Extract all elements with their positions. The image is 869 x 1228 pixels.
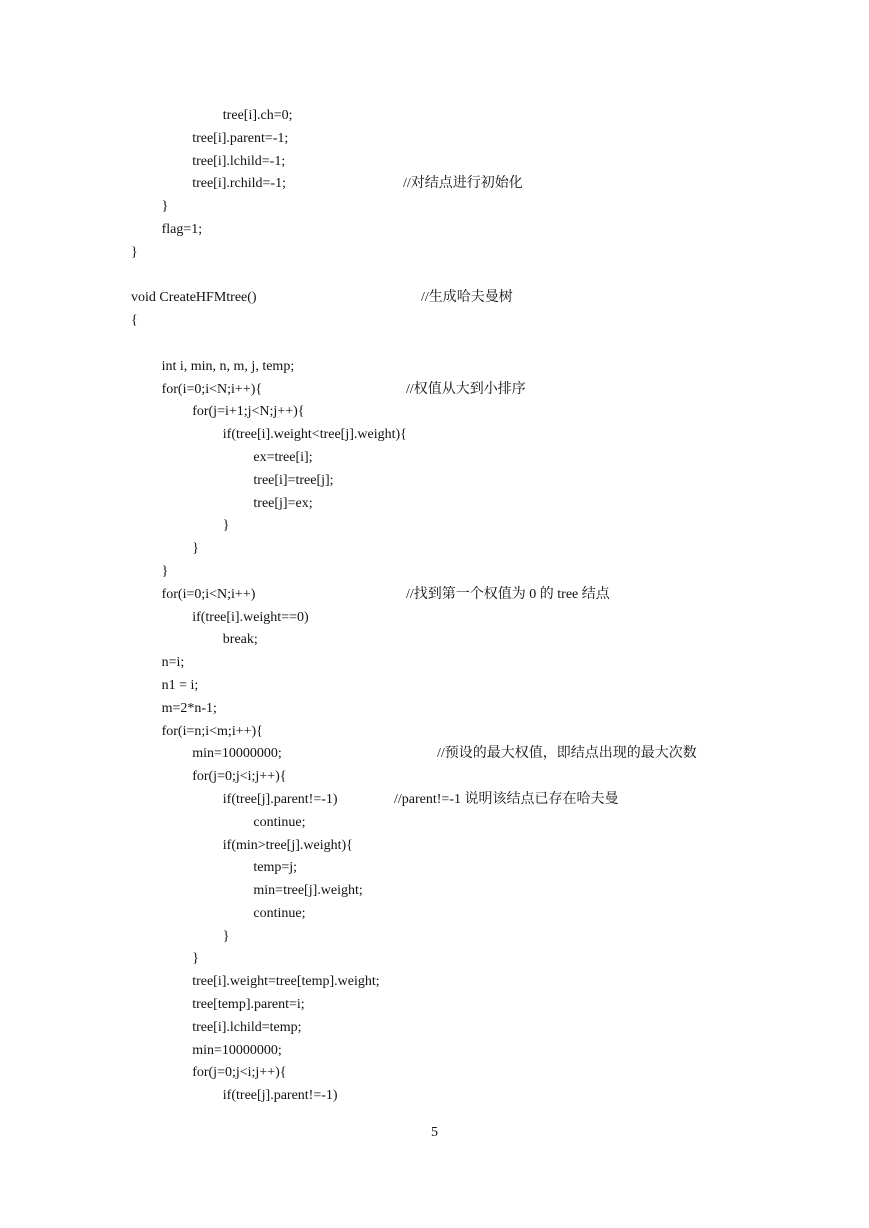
code-line bbox=[0, 424, 869, 447]
code-line bbox=[0, 926, 869, 949]
code-line bbox=[0, 515, 869, 538]
code-line bbox=[0, 265, 869, 288]
code-line bbox=[0, 538, 869, 561]
code-text: { bbox=[131, 313, 138, 329]
code-line bbox=[0, 1062, 869, 1085]
code-text: tree[i].ch=0; bbox=[222, 108, 293, 123]
code-text: if(tree[j].parent!=-1) bbox=[222, 791, 338, 807]
code-text: } bbox=[161, 199, 169, 215]
code-comment: //找到第一个权值为 0 的 tree 结点 bbox=[406, 586, 610, 602]
code-line bbox=[0, 675, 869, 698]
code-line bbox=[0, 401, 869, 424]
code-text: n=i; bbox=[161, 655, 185, 671]
code-text: tree[j]=ex; bbox=[253, 495, 313, 511]
code-text: if(tree[j].parent!=-1) bbox=[222, 1088, 338, 1104]
code-text: } bbox=[161, 563, 169, 579]
code-line bbox=[0, 629, 869, 652]
code-text: int i, min, n, m, j, temp; bbox=[161, 358, 295, 374]
code-line bbox=[0, 903, 869, 926]
code-line bbox=[0, 721, 869, 744]
code-text: if(min>tree[j].weight){ bbox=[222, 837, 353, 853]
code-text: flag=1; bbox=[161, 221, 203, 237]
code-line bbox=[0, 607, 869, 630]
code-text: m=2*n-1; bbox=[161, 700, 217, 716]
code-text: tree[i].lchild=temp; bbox=[192, 1019, 302, 1035]
code-text: min=10000000; bbox=[192, 1042, 282, 1058]
code-line bbox=[0, 196, 869, 219]
code-line bbox=[0, 835, 869, 858]
code-comment: //权值从大到小排序 bbox=[406, 381, 526, 397]
code-text: for(i=0;i<N;i++){ bbox=[161, 381, 263, 397]
code-line bbox=[0, 948, 869, 971]
code-line bbox=[0, 379, 869, 402]
code-line bbox=[0, 470, 869, 493]
code-text: void CreateHFMtree() bbox=[131, 290, 257, 306]
code-text: } bbox=[192, 541, 199, 557]
code-text: } bbox=[222, 518, 230, 534]
code-text: } bbox=[131, 244, 138, 260]
code-text: ex=tree[i]; bbox=[253, 449, 313, 465]
code-text: n1 = i; bbox=[161, 677, 199, 693]
code-line bbox=[0, 219, 869, 242]
code-text: for(j=0;j<i;j++){ bbox=[192, 769, 287, 785]
code-line bbox=[0, 880, 869, 903]
page-number: 5 bbox=[431, 1125, 438, 1140]
code-text: for(i=n;i<m;i++){ bbox=[161, 723, 263, 739]
code-text: tree[i]=tree[j]; bbox=[253, 472, 334, 488]
code-text: temp=j; bbox=[253, 860, 298, 876]
code-line bbox=[0, 333, 869, 356]
code-line bbox=[0, 971, 869, 994]
code-comment: //parent!=-1 说明该结点已存在哈夫曼 bbox=[394, 791, 619, 807]
code-text: tree[i].lchild=-1; bbox=[192, 153, 286, 169]
code-line bbox=[0, 1085, 869, 1108]
code-comment: //预设的最大权值，即结点出现的最大次数 bbox=[437, 746, 697, 762]
code-text: tree[temp].parent=i; bbox=[192, 997, 305, 1013]
code-text: break; bbox=[222, 632, 258, 648]
code-text: tree[i].rchild=-1; bbox=[192, 176, 286, 192]
code-line bbox=[0, 857, 869, 880]
code-comment: //对结点进行初始化 bbox=[403, 176, 523, 192]
code-text: continue; bbox=[253, 814, 306, 830]
code-text: for(i=0;i<N;i++) bbox=[161, 586, 256, 602]
code-line bbox=[0, 173, 869, 196]
code-line bbox=[0, 561, 869, 584]
code-text: min=tree[j].weight; bbox=[253, 883, 363, 899]
code-line bbox=[0, 1017, 869, 1040]
code-line bbox=[0, 766, 869, 789]
code-line bbox=[0, 151, 869, 174]
code-line bbox=[0, 310, 869, 333]
code-comment: //生成哈夫曼树 bbox=[421, 290, 513, 306]
code-listing bbox=[0, 105, 869, 1108]
code-text: } bbox=[222, 928, 230, 944]
code-text: if(tree[i].weight==0) bbox=[192, 609, 309, 625]
code-line bbox=[0, 652, 869, 675]
code-line bbox=[0, 698, 869, 721]
code-text: tree[i].parent=-1; bbox=[192, 130, 289, 146]
code-line bbox=[0, 493, 869, 516]
code-line bbox=[0, 287, 869, 310]
code-line bbox=[0, 994, 869, 1017]
code-line bbox=[0, 356, 869, 379]
code-text: min=10000000; bbox=[192, 746, 282, 762]
code-line bbox=[0, 105, 869, 128]
code-line bbox=[0, 789, 869, 812]
code-text: } bbox=[192, 951, 199, 967]
code-text: for(j=i+1;j<N;j++){ bbox=[192, 404, 305, 420]
code-line bbox=[0, 743, 869, 766]
code-line bbox=[0, 584, 869, 607]
code-line bbox=[0, 1040, 869, 1063]
code-line bbox=[0, 242, 869, 265]
code-text: if(tree[i].weight<tree[j].weight){ bbox=[222, 427, 407, 443]
code-text: for(j=0;j<i;j++){ bbox=[192, 1065, 287, 1081]
code-line bbox=[0, 128, 869, 151]
code-line bbox=[0, 447, 869, 470]
code-text: tree[i].weight=tree[temp].weight; bbox=[192, 974, 380, 990]
code-line bbox=[0, 812, 869, 835]
code-text: continue; bbox=[253, 905, 306, 921]
